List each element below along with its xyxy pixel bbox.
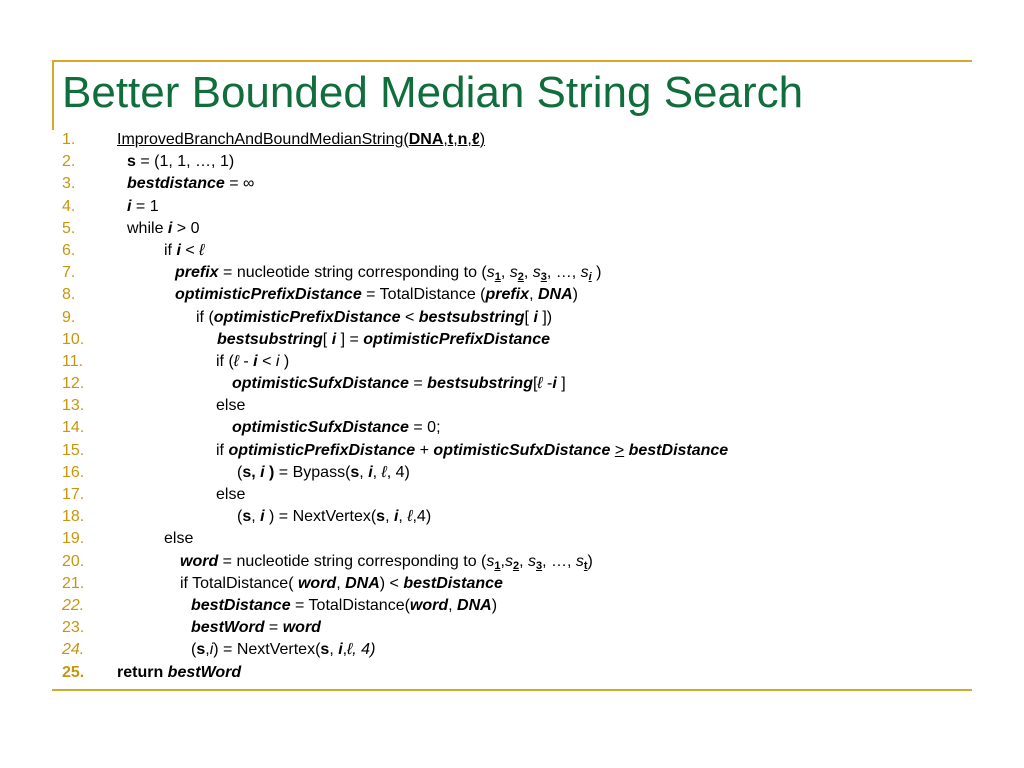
code-line xyxy=(0,129,1024,151)
code-token: DNA xyxy=(457,596,492,614)
code-token: word xyxy=(180,552,219,570)
code-token: DNA xyxy=(345,574,380,592)
code-line xyxy=(0,395,1024,417)
code-token: ] = xyxy=(336,330,364,348)
code-token: ( xyxy=(237,463,243,481)
code-token: s xyxy=(196,641,206,659)
code-text xyxy=(216,395,245,417)
code-token: ) = NextVertex( xyxy=(213,641,321,659)
code-token: if xyxy=(216,441,229,459)
subscript: t xyxy=(583,559,588,572)
code-text xyxy=(164,528,193,550)
code-token: s xyxy=(350,463,360,481)
code-token: i xyxy=(331,330,337,348)
code-token: ℓ xyxy=(347,641,353,659)
bottom-divider xyxy=(52,689,972,691)
code-token: prefix xyxy=(485,286,530,304)
code-token: optimisticPrefixDistance xyxy=(175,286,362,304)
code-token: ℓ xyxy=(381,463,387,481)
code-token: , xyxy=(251,508,261,526)
code-token: , xyxy=(342,641,348,659)
code-token: bestWord xyxy=(191,619,265,637)
code-token: s xyxy=(486,264,495,282)
code-token: i xyxy=(260,508,265,526)
code-token: i xyxy=(552,375,557,393)
code-token: , 4) xyxy=(352,641,376,659)
line-number: 2. xyxy=(62,153,76,171)
code-token: i xyxy=(176,241,181,259)
code-token: i xyxy=(127,197,132,215)
code-text xyxy=(216,440,728,462)
code-token: ImprovedBranchAndBoundMedianString( xyxy=(117,131,409,148)
code-token: , xyxy=(500,264,510,282)
code-text xyxy=(180,573,503,595)
code-token: if ( xyxy=(196,308,214,326)
line-number: 16. xyxy=(62,463,85,481)
code-token: s xyxy=(242,508,252,526)
code-token: i xyxy=(209,641,214,659)
code-token: i xyxy=(393,508,399,526)
code-token: = xyxy=(408,375,428,393)
code-text xyxy=(196,307,552,329)
code-text xyxy=(191,617,321,639)
code-line xyxy=(0,151,1024,173)
code-token: t xyxy=(447,131,454,148)
code-token: word xyxy=(282,619,321,637)
code-token: s xyxy=(580,264,589,282)
code-token: , xyxy=(467,131,472,148)
line-number: 25. xyxy=(62,663,85,681)
code-token: optimisticSufxDistance xyxy=(232,375,409,393)
code-token: ) xyxy=(591,264,602,282)
code-token: , xyxy=(205,641,210,659)
code-token: ) xyxy=(279,352,290,370)
code-token: ℓ xyxy=(233,352,239,370)
subscript: 1 xyxy=(494,271,501,284)
line-number: 9. xyxy=(62,308,76,326)
code-token: + xyxy=(415,441,434,459)
code-token: bestWord xyxy=(167,663,242,681)
code-text xyxy=(127,173,254,195)
code-token: ( xyxy=(191,641,197,659)
code-line xyxy=(0,528,1024,550)
pseudocode-listing xyxy=(0,129,1024,684)
code-text xyxy=(191,595,497,617)
code-token: bestsubstring xyxy=(217,330,323,348)
line-number: 23. xyxy=(62,619,85,637)
code-text xyxy=(191,639,375,661)
code-token: < xyxy=(257,352,276,370)
code-token: > 0 xyxy=(172,219,200,237)
code-line xyxy=(0,617,1024,639)
code-token: = xyxy=(264,619,283,637)
code-token: , xyxy=(443,131,448,148)
line-number: 10. xyxy=(62,330,85,348)
code-token: s xyxy=(532,264,541,282)
code-token: ,4) xyxy=(412,508,432,526)
code-token: DNA xyxy=(408,131,444,148)
code-token: ) xyxy=(479,131,486,148)
code-token: s xyxy=(127,153,136,171)
code-line xyxy=(0,506,1024,528)
code-token: ℓ xyxy=(537,375,543,393)
code-line xyxy=(0,373,1024,395)
code-token: ( xyxy=(237,508,243,526)
code-token: - xyxy=(238,352,254,370)
code-token: , xyxy=(529,286,538,304)
code-token: i xyxy=(368,463,373,481)
code-token: if TotalDistance( xyxy=(180,574,298,592)
subscript: 3 xyxy=(535,559,543,572)
code-text xyxy=(237,506,431,528)
line-number: 7. xyxy=(62,264,76,282)
code-token: = 1 xyxy=(131,197,159,215)
code-token: optimisticPrefixDistance xyxy=(228,441,416,459)
line-number: 24. xyxy=(62,641,85,659)
code-text xyxy=(127,151,234,173)
code-token: s xyxy=(486,552,495,570)
code-token: bestDistance xyxy=(191,596,291,614)
code-token: , xyxy=(519,552,528,570)
code-token: , …, xyxy=(542,552,576,570)
code-text xyxy=(237,462,410,484)
code-token: i xyxy=(275,352,280,370)
code-token: bestDistance xyxy=(628,441,729,459)
code-token: , …, xyxy=(546,264,581,282)
line-number: 21. xyxy=(62,574,85,592)
code-line xyxy=(0,240,1024,262)
code-token: s xyxy=(527,552,536,570)
line-number: 3. xyxy=(62,175,76,193)
line-number: 12. xyxy=(62,375,85,393)
code-token: s xyxy=(575,552,584,570)
code-token: else xyxy=(216,486,246,503)
subscript: 2 xyxy=(517,271,524,284)
top-divider xyxy=(52,60,972,62)
code-token: i xyxy=(338,641,343,659)
code-token: bestsubstring xyxy=(427,375,533,393)
code-line xyxy=(0,417,1024,439)
code-token: i xyxy=(533,308,538,326)
code-token: < xyxy=(180,241,200,259)
code-line xyxy=(0,262,1024,284)
line-number: 15. xyxy=(62,441,85,459)
code-token: word xyxy=(297,574,337,592)
code-line xyxy=(0,173,1024,195)
code-token: , xyxy=(336,574,346,592)
code-token: optimisticSufxDistance xyxy=(232,419,409,437)
code-text xyxy=(117,662,241,684)
code-token: i xyxy=(167,219,173,237)
code-token: ℓ xyxy=(407,508,413,526)
code-text xyxy=(117,129,485,151)
code-token: word xyxy=(409,596,449,614)
code-token: bestsubstring xyxy=(418,308,525,326)
code-token: DNA xyxy=(537,286,573,304)
code-line xyxy=(0,329,1024,351)
subscript: 3 xyxy=(540,271,547,284)
code-line xyxy=(0,551,1024,573)
code-token: > xyxy=(614,441,625,459)
code-token: prefix xyxy=(175,264,219,282)
code-token: ) = NextVertex( xyxy=(264,508,377,526)
subscript: 2 xyxy=(512,559,520,572)
code-token: ]) xyxy=(537,308,553,326)
line-number: 19. xyxy=(62,530,85,548)
code-token: - xyxy=(542,375,553,393)
line-number: 5. xyxy=(62,219,76,237)
code-token: = 0; xyxy=(408,419,441,437)
code-token: = TotalDistance( xyxy=(290,596,410,614)
line-number: 1. xyxy=(62,131,76,148)
subscript: 1 xyxy=(494,559,501,572)
code-line xyxy=(0,440,1024,462)
code-token: while xyxy=(127,219,168,237)
code-line xyxy=(0,218,1024,240)
code-token: , xyxy=(448,596,458,614)
code-token: , xyxy=(453,131,458,148)
code-line xyxy=(0,573,1024,595)
code-token: s, xyxy=(242,463,261,481)
code-token: i xyxy=(260,463,265,481)
code-token: optimisticSufxDistance xyxy=(433,441,611,459)
line-number: 20. xyxy=(62,552,85,570)
code-text xyxy=(217,329,550,351)
code-text xyxy=(216,351,289,373)
code-text xyxy=(175,284,578,306)
code-token: s xyxy=(320,641,330,659)
code-token: ℓ xyxy=(471,131,480,148)
code-token: < xyxy=(400,308,419,326)
code-token: = Bypass( xyxy=(274,463,351,481)
line-number: 18. xyxy=(62,508,85,526)
line-number: 13. xyxy=(62,397,85,415)
code-token: , xyxy=(329,641,339,659)
code-text xyxy=(232,373,566,395)
code-token: n xyxy=(457,131,468,148)
code-token: optimisticPrefixDistance xyxy=(213,308,401,326)
code-text xyxy=(127,196,159,218)
code-token: = nucleotide string corresponding to ( xyxy=(218,264,487,282)
code-text xyxy=(232,417,441,439)
subscript: i xyxy=(588,271,592,284)
code-token: , xyxy=(359,463,369,481)
code-line xyxy=(0,351,1024,373)
code-token: , xyxy=(523,264,533,282)
code-token: s xyxy=(504,552,513,570)
code-token: return xyxy=(117,663,168,681)
left-accent-bar xyxy=(52,60,54,130)
code-token: if xyxy=(164,241,177,259)
code-token: [ xyxy=(524,308,534,326)
code-token: ) xyxy=(572,286,578,304)
code-token: optimisticPrefixDistance xyxy=(363,330,550,348)
code-token: = ∞ xyxy=(224,175,255,193)
code-token: s xyxy=(509,264,518,282)
code-token: bestDistance xyxy=(403,574,503,592)
code-token: , xyxy=(500,552,505,570)
code-token: = nucleotide string corresponding to ( xyxy=(218,552,487,570)
code-token: else xyxy=(216,397,246,415)
code-line xyxy=(0,662,1024,684)
code-token: bestdistance xyxy=(127,175,225,193)
code-token: ) xyxy=(491,596,498,614)
code-token: i xyxy=(253,352,258,370)
code-token: , 4) xyxy=(386,463,410,481)
code-token: else xyxy=(164,530,194,548)
code-token: ) < xyxy=(379,574,404,592)
code-line xyxy=(0,284,1024,306)
code-text xyxy=(127,218,200,240)
line-number: 4. xyxy=(62,197,76,215)
code-text xyxy=(164,240,204,262)
code-token: , xyxy=(385,508,394,526)
line-number: 11. xyxy=(62,352,84,370)
code-line xyxy=(0,196,1024,218)
code-token: s xyxy=(376,508,386,526)
line-number: 14. xyxy=(62,419,85,437)
code-token: ] xyxy=(556,375,566,393)
code-token: ℓ xyxy=(199,241,205,259)
code-token: ) xyxy=(264,463,275,481)
line-number: 22. xyxy=(62,596,85,614)
code-line xyxy=(0,639,1024,661)
code-line xyxy=(0,595,1024,617)
code-token: [ xyxy=(322,330,332,348)
code-token: , xyxy=(398,508,408,526)
code-token: , xyxy=(372,463,382,481)
code-text xyxy=(216,484,245,506)
line-number: 8. xyxy=(62,286,76,304)
code-token: = (1, 1, …, 1) xyxy=(135,153,235,171)
code-token: if ( xyxy=(216,352,234,370)
line-number: 6. xyxy=(62,241,76,259)
slide-title: Better Bounded Median String Search xyxy=(62,68,804,117)
line-number: 17. xyxy=(62,486,85,503)
code-token: [ xyxy=(532,375,538,393)
code-token: = TotalDistance ( xyxy=(361,286,486,304)
code-line xyxy=(0,462,1024,484)
code-token: ) xyxy=(587,552,593,570)
code-line xyxy=(0,484,1024,506)
code-line xyxy=(0,307,1024,329)
